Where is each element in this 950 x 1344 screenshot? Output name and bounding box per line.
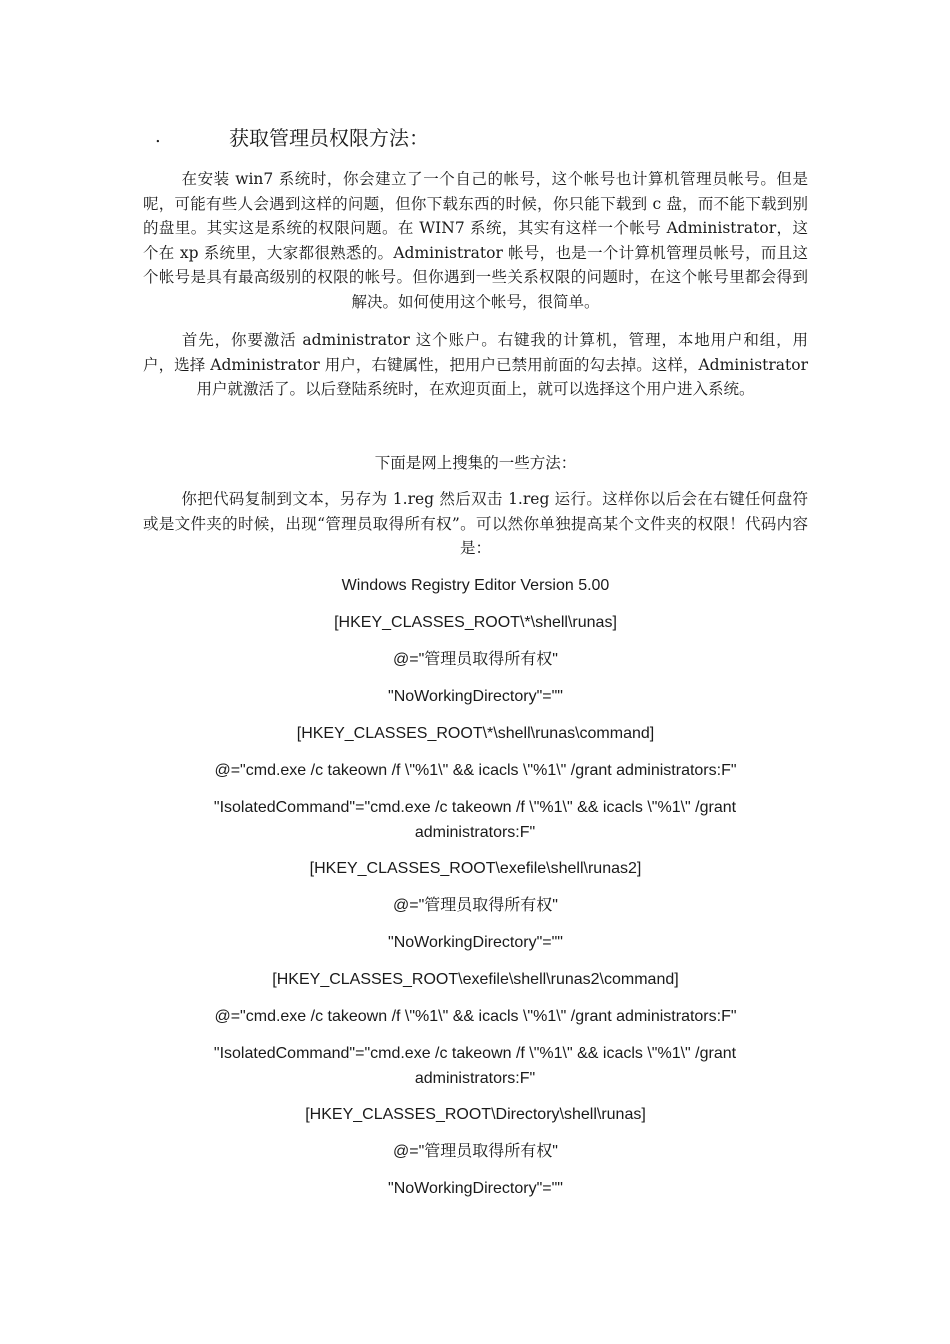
code-line: [HKEY_CLASSES_ROOT\Directory\shell\runas] bbox=[305, 1106, 646, 1123]
method-paragraph bbox=[143, 487, 808, 561]
code-line: @="管理员取得所有权" bbox=[393, 651, 558, 668]
code-line: "IsolatedCommand"="cmd.exe /c takeown /f \"%1\" && icacls \"%1\" /grant administrators:F" bbox=[213, 799, 737, 841]
heading-title: 获取管理员权限方法： bbox=[229, 125, 429, 150]
code-line: "NoWorkingDirectory"="" bbox=[388, 934, 563, 951]
code-line: [HKEY_CLASSES_ROOT\*\shell\runas] bbox=[334, 614, 617, 631]
code-line: [HKEY_CLASSES_ROOT\exefile\shell\runas2] bbox=[309, 860, 642, 877]
code-line: Windows Registry Editor Version 5.00 bbox=[341, 577, 610, 594]
activate-paragraph bbox=[143, 328, 808, 402]
code-line: "NoWorkingDirectory"="" bbox=[388, 1180, 563, 1197]
activate-paragraph-text: 首先，你要激活 administrator 这个账户。右键我的计算机，管理，本地用户和组，用户，选择 Administrator 用户，右键属性，把用户已禁用前面的勾去掉。这样，Administrator 用户就激活了。以后登陆系统时，在欢迎页面上，就可以选择这个用户进入系统。 bbox=[143, 331, 808, 398]
page-heading bbox=[155, 122, 429, 150]
heading-bullet: . bbox=[155, 125, 161, 147]
method-paragraph-text: 你把代码复制到文本，另存为 1.reg 然后双击 1.reg 运行。这样你以后会在右键任何盘符或是文件夹的时候，出现“管理员取得所有权”。可以然你单独提高某个文件夹的权限！代码内容是： bbox=[143, 490, 808, 557]
code-line: "NoWorkingDirectory"="" bbox=[388, 688, 563, 705]
code-line: @="管理员取得所有权" bbox=[393, 897, 558, 914]
intro-paragraph bbox=[143, 167, 808, 314]
code-line: [HKEY_CLASSES_ROOT\*\shell\runas\command] bbox=[296, 725, 655, 742]
intro-paragraph-text: 在安装 win7 系统时，你会建立了一个自己的帐号，这个帐号也计算机管理员帐号。但是呢，可能有些人会遇到这样的问题，但你下载东西的时候，你只能下载到 c 盘，而不能下载到别的盘里。其实这是系统的权限问题。在 WIN7 系统，其实有这样一个帐号 Administrator，这个在 xp 系统里，大家都很熟悉的。Administrator 帐号，也是一个计算机管理员帐号，而且这个帐号是具有最高级别的权限的帐号。但你遇到一些关系权限的问题时，在这个帐号里都会得到解决。如何使用这个帐号，很简单。 bbox=[143, 170, 808, 311]
code-line: @="cmd.exe /c takeown /f \"%1\" && icacls \"%1\" /grant administrators:F" bbox=[214, 762, 737, 779]
code-line: "IsolatedCommand"="cmd.exe /c takeown /f \"%1\" && icacls \"%1\" /grant administrators:F" bbox=[213, 1045, 737, 1087]
code-line: @="管理员取得所有权" bbox=[393, 1143, 558, 1160]
section-title: 下面是网上搜集的一些方法： bbox=[374, 454, 577, 472]
code-line: [HKEY_CLASSES_ROOT\exefile\shell\runas2\command] bbox=[272, 971, 679, 988]
code-line: @="cmd.exe /c takeown /f \"%1\" && icacls \"%1\" /grant administrators:F" bbox=[214, 1008, 737, 1025]
